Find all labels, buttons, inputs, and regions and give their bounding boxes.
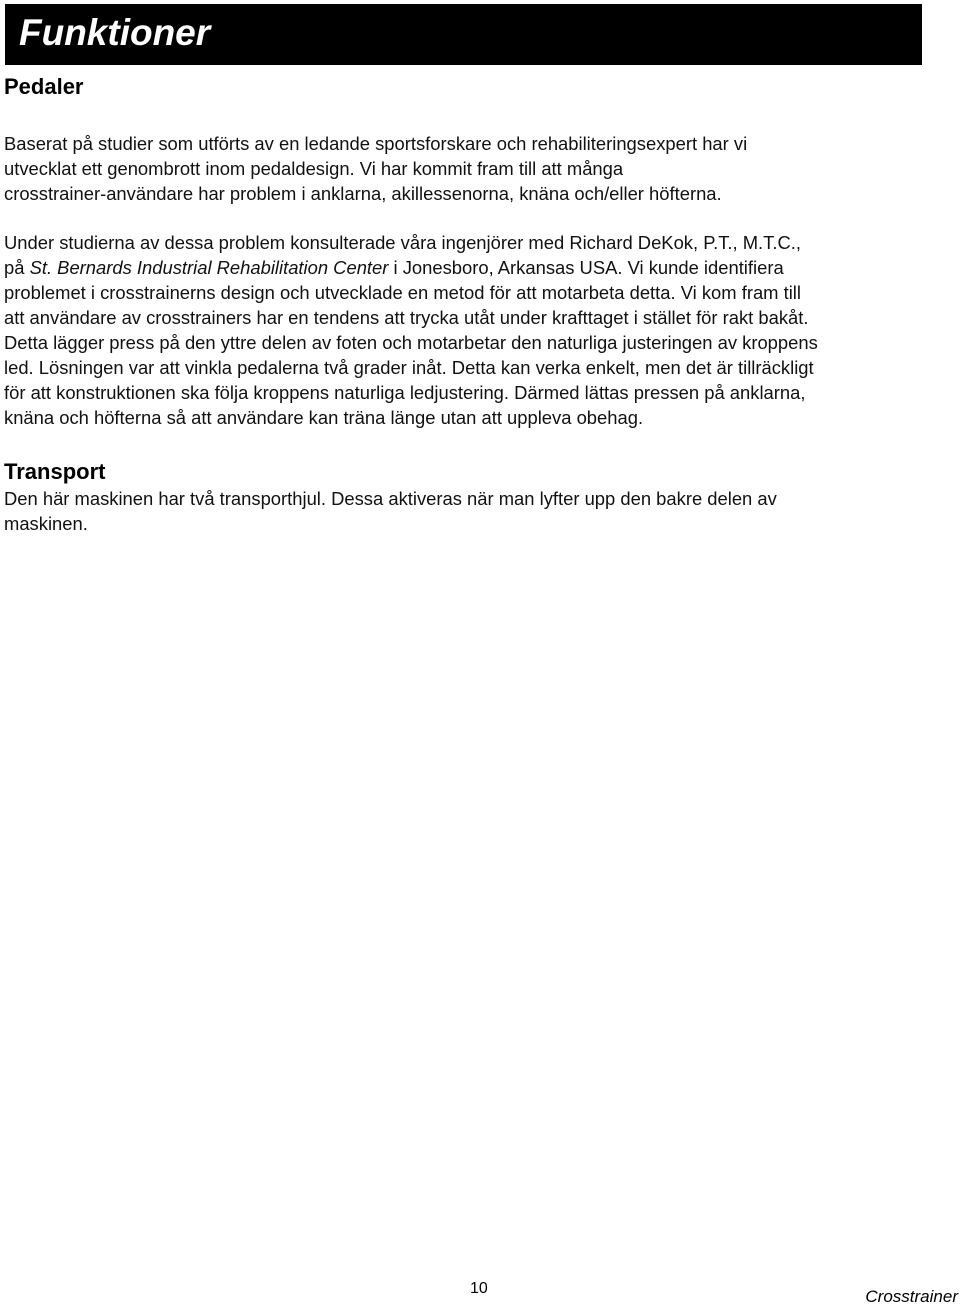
text-line: för att konstruktionen ska följa kroppens naturliga ledjustering. Därmed lättas pressen på anklarna,	[4, 382, 806, 403]
text-line: problemet i crosstrainerns design och utvecklade en metod för att motarbeta detta. Vi kom fram till	[4, 282, 801, 303]
section-heading-transport: Transport	[4, 459, 106, 484]
page-title: Funktioner	[19, 12, 211, 53]
transport-paragraph	[4, 486, 956, 536]
text-line: Under studierna av dessa problem konsulterade våra ingenjörer med Richard DeKok, P.T., M.T.C.,	[4, 232, 801, 253]
text-line: Detta lägger press på den yttre delen av foten och motarbetar den naturliga justeringen av kroppens	[4, 332, 818, 353]
text-line: maskinen.	[4, 513, 88, 534]
text-line: Baserat på studier som utförts av en ledande sportsforskare och rehabiliteringsexpert har vi	[4, 133, 748, 154]
text-line-mixed	[4, 255, 956, 280]
pedaler-paragraph-1	[4, 131, 956, 206]
text-line: led. Lösningen var att vinkla pedalerna två grader inåt. Detta kan verka enkelt, men det är tillräckligt	[4, 357, 814, 378]
header-bar	[5, 4, 922, 65]
text-line: att användare av crosstrainers har en tendens att trycka utåt under krafttaget i stället för rakt bakåt.	[4, 307, 809, 328]
text-line: Den här maskinen har två transporthjul. Dessa aktiveras när man lyfter upp den bakre delen av	[4, 488, 777, 509]
footer-product-label: Crosstrainer	[865, 1287, 958, 1306]
pedaler-paragraph-2	[4, 230, 956, 430]
text-line: crosstrainer-användare har problem i anklarna, akillessenorna, knäna och/eller höfterna.	[4, 183, 722, 204]
text-line: utvecklat ett genombrott inom pedaldesign. Vi har kommit fram till att många	[4, 158, 624, 179]
institution-name: St. Bernards Industrial Rehabilitation Center	[29, 257, 389, 278]
page-number: 10	[470, 1280, 488, 1297]
text-prefix: på	[4, 257, 30, 278]
text-suffix: i Jonesboro, Arkansas USA. Vi kunde identifiera	[388, 257, 784, 278]
text-line: knäna och höfterna så att användare kan träna länge utan att uppleva obehag.	[4, 407, 644, 428]
section-heading-pedaler: Pedaler	[4, 74, 84, 99]
